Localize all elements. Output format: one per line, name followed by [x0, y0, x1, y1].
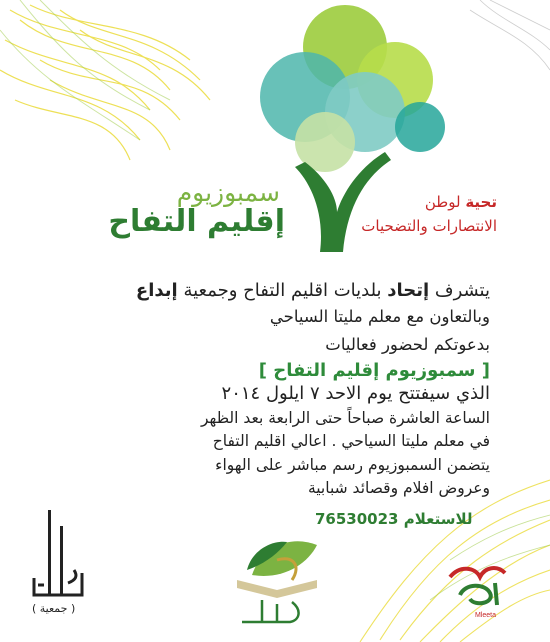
- book-shape: [237, 580, 317, 598]
- logo-stroke: [48, 510, 51, 595]
- event-subtitle: سمبوزيوم: [176, 178, 280, 207]
- invitation-venue: في معلم مليتا السياحي . اعالي اقليم التفاح: [212, 432, 490, 450]
- logo-stroke: [68, 570, 76, 583]
- tagline-line-1: [361, 190, 497, 214]
- gray-scribble-top-right: [470, 0, 550, 70]
- mleeta-logo: [445, 555, 515, 620]
- invitation-line-2: وبالتعاون مع معلم مليتا السياحي: [269, 307, 490, 326]
- logo-stroke: [460, 586, 491, 604]
- invitation-event-name: [ سمبوزيوم إقليم التفاح ]: [258, 360, 490, 381]
- invitation-date: الذي سيفتتح يوم الاحد ٧ ايلول ٢٠١٤: [221, 383, 490, 404]
- tree-canopy-circle: [395, 102, 445, 152]
- line1-bold-2: إبداع: [135, 280, 178, 301]
- tagline-rest: لوطن: [424, 193, 466, 211]
- apple-region-logo: [222, 520, 332, 630]
- tagline-bold: تحية: [465, 193, 497, 211]
- inquiry-phone: للاستعلام 76530023: [315, 510, 473, 528]
- line1-pre: يتشرف: [429, 280, 490, 301]
- invitation-line-1: [136, 280, 490, 301]
- yellow-scribble-top-left: [0, 5, 210, 160]
- tagline: [361, 190, 497, 238]
- ibdaa-label: ( جمعية ): [32, 602, 76, 615]
- logo-stroke: [450, 568, 505, 577]
- invitation-program-2: وعروض افلام وقصائد شبابية: [307, 479, 490, 497]
- mleeta-caption: Mleeta: [475, 612, 497, 619]
- logo-stroke: [242, 600, 299, 622]
- logo-stroke: [60, 526, 63, 595]
- logo-stroke: [495, 583, 497, 605]
- line1-mid: بلديات اقليم التفاح وجمعية: [177, 280, 388, 301]
- invitation-line-3: بدعوتكم لحضور فعاليات: [325, 335, 490, 354]
- invitation-program-1: يتضمن السمبوزيوم رسم مباشر على الهواء: [215, 456, 490, 474]
- event-title: إقليم التفاح: [108, 204, 285, 239]
- invitation-time: الساعة العاشرة صباحاً حتى الرابعة بعد الظهر: [201, 409, 490, 427]
- tagline-line-2: الانتصارات والتضحيات: [361, 217, 497, 235]
- line1-bold-1: إتحاد: [387, 280, 430, 301]
